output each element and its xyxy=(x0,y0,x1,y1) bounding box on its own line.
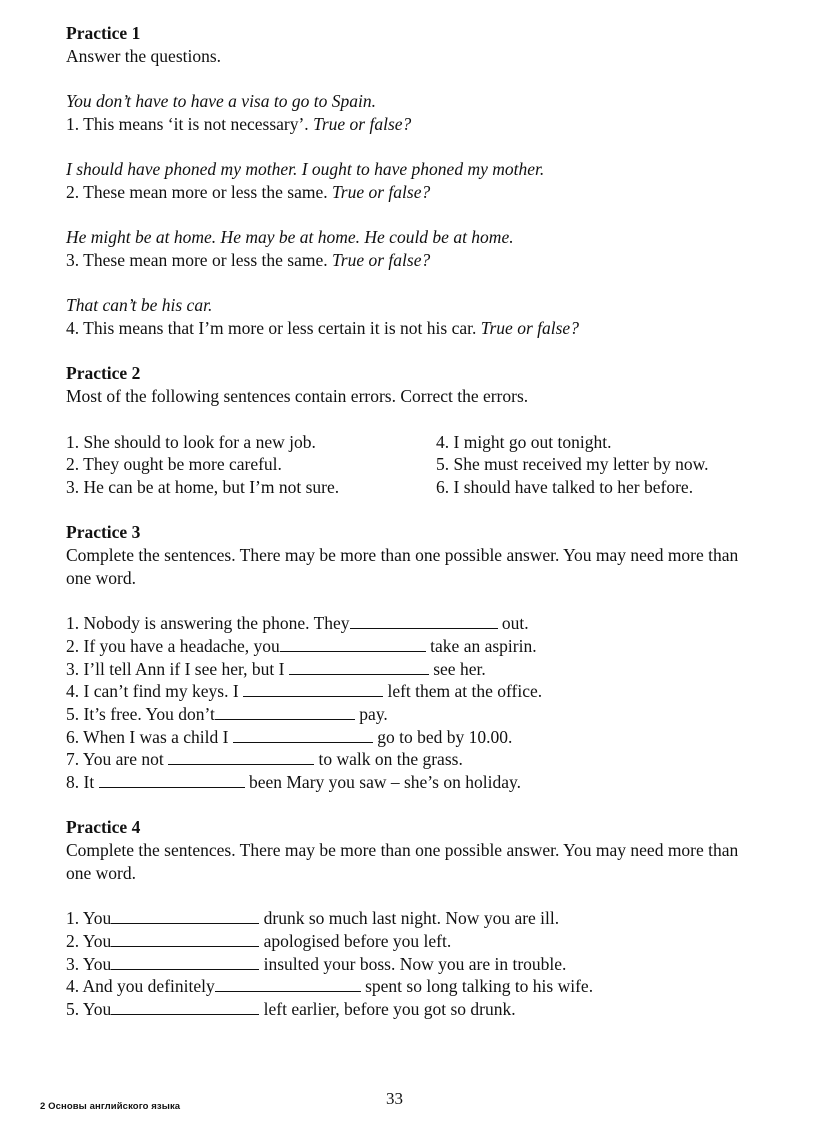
practice-4-item-4: 4. And you definitely spent so long talking to his wife. xyxy=(66,976,594,997)
practice-3-title: Practice 3 xyxy=(66,522,141,543)
practice-1-example-2: I should have phoned my mother. I ought to have phoned my mother. xyxy=(66,159,545,180)
answer-blank[interactable] xyxy=(111,999,259,1015)
practice-4-item-3: 3. You insulted your boss. Now you are in trouble. xyxy=(66,953,567,974)
answer-blank[interactable] xyxy=(111,908,259,924)
practice-2-sentence-5: 5. She must received my letter by now. xyxy=(436,454,709,475)
practice-1-example-3: He might be at home. He may be at home. He could be at home. xyxy=(66,227,514,248)
answer-blank[interactable] xyxy=(168,749,314,765)
practice-4-item-2: 2. You apologised before you left. xyxy=(66,930,452,951)
practice-2-instruction: Most of the following sentences contain errors. Correct the errors. xyxy=(66,386,529,407)
practice-3-item-7: 7. You are not to walk on the grass. xyxy=(66,749,463,770)
practice-3-item-4: 4. I can’t find my keys. I left them at the office. xyxy=(66,681,543,702)
practice-2-sentence-2: 2. They ought be more careful. xyxy=(66,454,282,475)
practice-1-title: Practice 1 xyxy=(66,23,141,43)
answer-blank[interactable] xyxy=(280,636,426,652)
practice-3-item-1: 1. Nobody is answering the phone. They out. xyxy=(66,613,529,634)
answer-blank[interactable] xyxy=(215,976,361,992)
practice-3-item-2: 2. If you have a headache, you take an aspirin. xyxy=(66,635,537,656)
answer-blank[interactable] xyxy=(243,681,383,697)
answer-blank[interactable] xyxy=(289,659,429,675)
answer-blank[interactable] xyxy=(233,727,373,743)
practice-2-sentence-1: 1. She should to look for a new job. xyxy=(66,431,316,452)
practice-1-question-3: 3. These mean more or less the same. True or false? xyxy=(66,249,431,270)
practice-1-question-4: 4. This means that I’m more or less certain it is not his car. True or false? xyxy=(66,318,579,339)
practice-4-item-1: 1. You drunk so much last night. Now you are ill. xyxy=(66,908,560,929)
practice-1-question-1: 1. This means ‘it is not necessary’. True or false? xyxy=(66,113,412,134)
footer-book-title: 2 Основы английского языка xyxy=(40,1101,181,1112)
answer-blank[interactable] xyxy=(111,931,259,947)
practice-3-item-3: 3. I’ll tell Ann if I see her, but I see her. xyxy=(66,658,486,679)
practice-3-item-8: 8. It been Mary you saw – she’s on holiday. xyxy=(66,772,521,793)
page-number: 33 xyxy=(386,1089,403,1108)
practice-1-instruction: Answer the questions. xyxy=(66,45,222,66)
practice-3-item-6: 6. When I was a child I go to bed by 10.00. xyxy=(66,726,513,747)
practice-2-sentence-6: 6. I should have talked to her before. xyxy=(436,476,694,497)
practice-2-title: Practice 2 xyxy=(66,363,141,384)
practice-2-sentence-3: 3. He can be at home, but I’m not sure. xyxy=(66,476,340,497)
practice-3-item-5: 5. It’s free. You don’t pay. xyxy=(66,703,388,724)
answer-blank[interactable] xyxy=(350,613,498,629)
practice-1-example-1: You don’t have to have a visa to go to Spain. xyxy=(66,91,376,112)
practice-1-example-4: That can’t be his car. xyxy=(66,295,213,316)
practice-4-title: Practice 4 xyxy=(66,817,141,838)
answer-blank[interactable] xyxy=(99,772,245,788)
answer-blank[interactable] xyxy=(111,954,259,970)
practice-1-question-2: 2. These mean more or less the same. True or false? xyxy=(66,181,431,202)
answer-blank[interactable] xyxy=(215,704,355,720)
practice-2-sentence-4: 4. I might go out tonight. xyxy=(436,431,612,452)
practice-2-sentences xyxy=(66,431,756,499)
worksheet-page xyxy=(66,22,756,1021)
practice-4-item-5: 5. You left earlier, before you got so drunk. xyxy=(66,999,516,1020)
practice-4-instruction: Complete the sentences. There may be more than one possible answer. You may need more than one word. xyxy=(66,840,739,883)
practice-3-instruction: Complete the sentences. There may be more than one possible answer. You may need more than one word. xyxy=(66,545,739,588)
